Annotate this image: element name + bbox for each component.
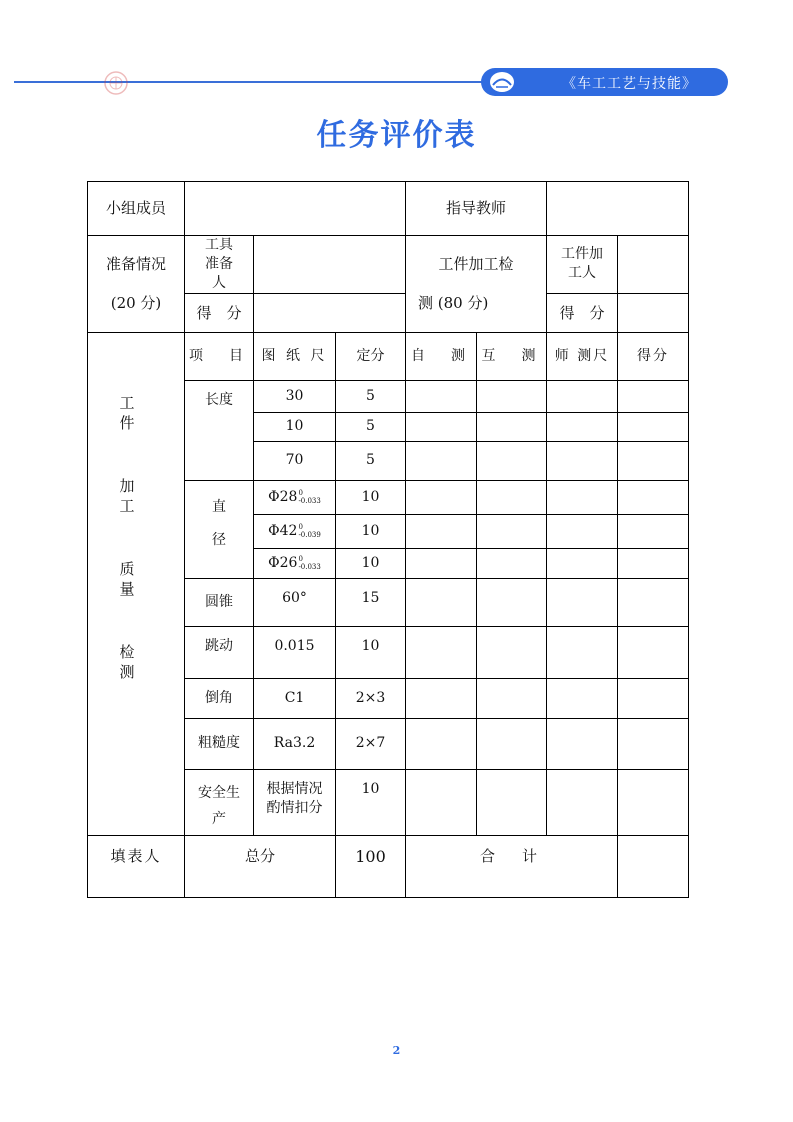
self-check-cell[interactable]	[406, 626, 477, 678]
peer-check-cell[interactable]	[477, 578, 547, 626]
worker-label: 工件加工人	[547, 236, 618, 294]
self-check-cell[interactable]	[406, 380, 477, 412]
page-title: 任务评价表	[316, 118, 477, 153]
peer-check-cell[interactable]	[477, 480, 547, 514]
self-check-cell[interactable]	[406, 441, 477, 480]
quality-label-4: 检 测	[119, 642, 186, 681]
worker-field[interactable]	[618, 236, 689, 294]
peer-check-cell[interactable]	[477, 380, 547, 412]
teacher-check-cell[interactable]	[547, 578, 618, 626]
teacher-check-cell[interactable]	[547, 412, 618, 441]
item-chamfer: 倒角	[185, 678, 254, 718]
score-cell[interactable]	[618, 578, 689, 626]
sum-label: 合 计	[406, 835, 618, 897]
teacher-check-cell[interactable]	[547, 441, 618, 480]
item-diameter-line1: 直	[212, 498, 226, 515]
tol-lower: -0.039	[298, 530, 321, 539]
self-check-cell[interactable]	[406, 769, 477, 835]
self-check-cell[interactable]	[406, 718, 477, 769]
points-cell: 10	[336, 480, 406, 514]
score-cell[interactable]	[618, 412, 689, 441]
dim-cell: 70	[254, 441, 336, 480]
item-runout: 跳动	[185, 626, 254, 678]
col-header-item: 项 目	[185, 332, 254, 380]
self-check-cell[interactable]	[406, 548, 477, 578]
score-cell[interactable]	[618, 380, 689, 412]
score-field-left[interactable]	[254, 293, 406, 332]
points-cell: 2×3	[336, 678, 406, 718]
score-field-right[interactable]	[618, 293, 689, 332]
teacher-check-cell[interactable]	[547, 514, 618, 548]
item-roughness: 粗糙度	[185, 718, 254, 769]
points-cell: 15	[336, 578, 406, 626]
self-check-cell[interactable]	[406, 412, 477, 441]
teacher-check-cell[interactable]	[547, 548, 618, 578]
page-number: 2	[392, 1044, 401, 1057]
points-cell: 10	[336, 769, 406, 835]
total-label: 总分	[185, 835, 336, 897]
dim-cell: C1	[254, 678, 336, 718]
score-cell[interactable]	[618, 678, 689, 718]
header-rule	[14, 81, 494, 83]
points-cell: 5	[336, 380, 406, 412]
prep-label-line1: 准备情况	[105, 254, 166, 273]
teacher-check-cell[interactable]	[547, 769, 618, 835]
col-header-score: 得分	[618, 332, 689, 380]
teacher-check-cell[interactable]	[547, 480, 618, 514]
tol-lower: -0.033	[298, 496, 321, 505]
item-safety: 安全生产	[185, 769, 254, 835]
points-cell: 2×7	[336, 718, 406, 769]
peer-check-cell[interactable]	[477, 678, 547, 718]
col-header-points: 定分	[336, 332, 406, 380]
group-members-field[interactable]	[185, 182, 406, 236]
score-label-right: 得 分	[547, 293, 618, 332]
dim-cell: 0.015	[254, 626, 336, 678]
quality-label-2: 加 工	[119, 476, 186, 515]
col-header-self-check: 自 测	[406, 332, 477, 380]
tool-prep-label: 工具准备人	[185, 236, 254, 294]
points-cell: 5	[336, 412, 406, 441]
self-check-cell[interactable]	[406, 514, 477, 548]
col-header-peer-check: 互 测	[477, 332, 547, 380]
peer-check-cell[interactable]	[477, 514, 547, 548]
self-check-cell[interactable]	[406, 678, 477, 718]
quality-section-label	[88, 332, 185, 835]
instructor-field[interactable]	[547, 182, 689, 236]
tol-lower: -0.033	[298, 562, 321, 571]
sum-field[interactable]	[618, 835, 689, 897]
dim-cell	[254, 514, 336, 548]
dim-cell: 10	[254, 412, 336, 441]
inspect-label-line2: 测 (80 分)	[418, 293, 489, 312]
col-header-drawing-size: 图 纸 尺	[254, 332, 336, 380]
group-members-label: 小组成员	[88, 182, 185, 236]
tol-upper: 0	[298, 554, 303, 563]
item-diameter	[185, 480, 254, 578]
score-label-left: 得 分	[185, 293, 254, 332]
prep-label	[88, 236, 185, 333]
score-cell[interactable]	[618, 480, 689, 514]
points-cell: 10	[336, 548, 406, 578]
score-cell[interactable]	[618, 548, 689, 578]
item-cone: 圆锥	[185, 578, 254, 626]
school-logo-icon	[488, 70, 516, 94]
score-cell[interactable]	[618, 718, 689, 769]
score-cell[interactable]	[618, 769, 689, 835]
table-footer-row	[88, 835, 689, 897]
teacher-check-cell[interactable]	[547, 718, 618, 769]
teacher-check-cell[interactable]	[547, 626, 618, 678]
school-emblem-watermark-icon	[102, 70, 130, 96]
item-length: 长度	[185, 380, 254, 480]
dim-value: Φ42	[268, 522, 298, 539]
total-value: 100	[336, 835, 406, 897]
quality-label-1: 工 件	[119, 393, 186, 432]
peer-check-cell[interactable]	[477, 412, 547, 441]
item-diameter-line2: 径	[212, 532, 226, 549]
prep-label-line2: (20 分)	[110, 293, 162, 312]
points-cell: 5	[336, 441, 406, 480]
peer-check-cell[interactable]	[477, 626, 547, 678]
peer-check-cell[interactable]	[477, 769, 547, 835]
filler-label: 填表人	[88, 835, 185, 897]
score-cell[interactable]	[618, 626, 689, 678]
dim-value: Φ26	[268, 554, 298, 571]
dim-cell	[254, 480, 336, 514]
book-title: 《车工工艺与技能》	[562, 76, 697, 92]
evaluation-table	[87, 181, 689, 898]
teacher-check-cell[interactable]	[547, 380, 618, 412]
self-check-cell[interactable]	[406, 578, 477, 626]
tol-upper: 0	[298, 522, 303, 531]
dim-value: Φ28	[268, 488, 298, 505]
score-cell[interactable]	[618, 514, 689, 548]
score-cell[interactable]	[618, 441, 689, 480]
dim-cell: 60°	[254, 578, 336, 626]
points-cell: 10	[336, 626, 406, 678]
dim-cell: 30	[254, 380, 336, 412]
dim-cell: Ra3.2	[254, 718, 336, 769]
dim-cell	[254, 548, 336, 578]
points-cell: 10	[336, 514, 406, 548]
tool-prep-field[interactable]	[254, 236, 406, 294]
teacher-check-cell[interactable]	[547, 678, 618, 718]
col-header-teacher-check: 师 测尺	[547, 332, 618, 380]
inspect-label-line1: 工件加工检	[438, 254, 514, 273]
tol-upper: 0	[298, 488, 303, 497]
peer-check-cell[interactable]	[477, 718, 547, 769]
inspect-label	[406, 236, 547, 333]
dim-cell: 根据情况酌情扣分	[254, 769, 336, 835]
self-check-cell[interactable]	[406, 480, 477, 514]
peer-check-cell[interactable]	[477, 548, 547, 578]
instructor-label: 指导教师	[406, 182, 547, 236]
quality-label-3: 质 量	[119, 559, 186, 598]
peer-check-cell[interactable]	[477, 441, 547, 480]
